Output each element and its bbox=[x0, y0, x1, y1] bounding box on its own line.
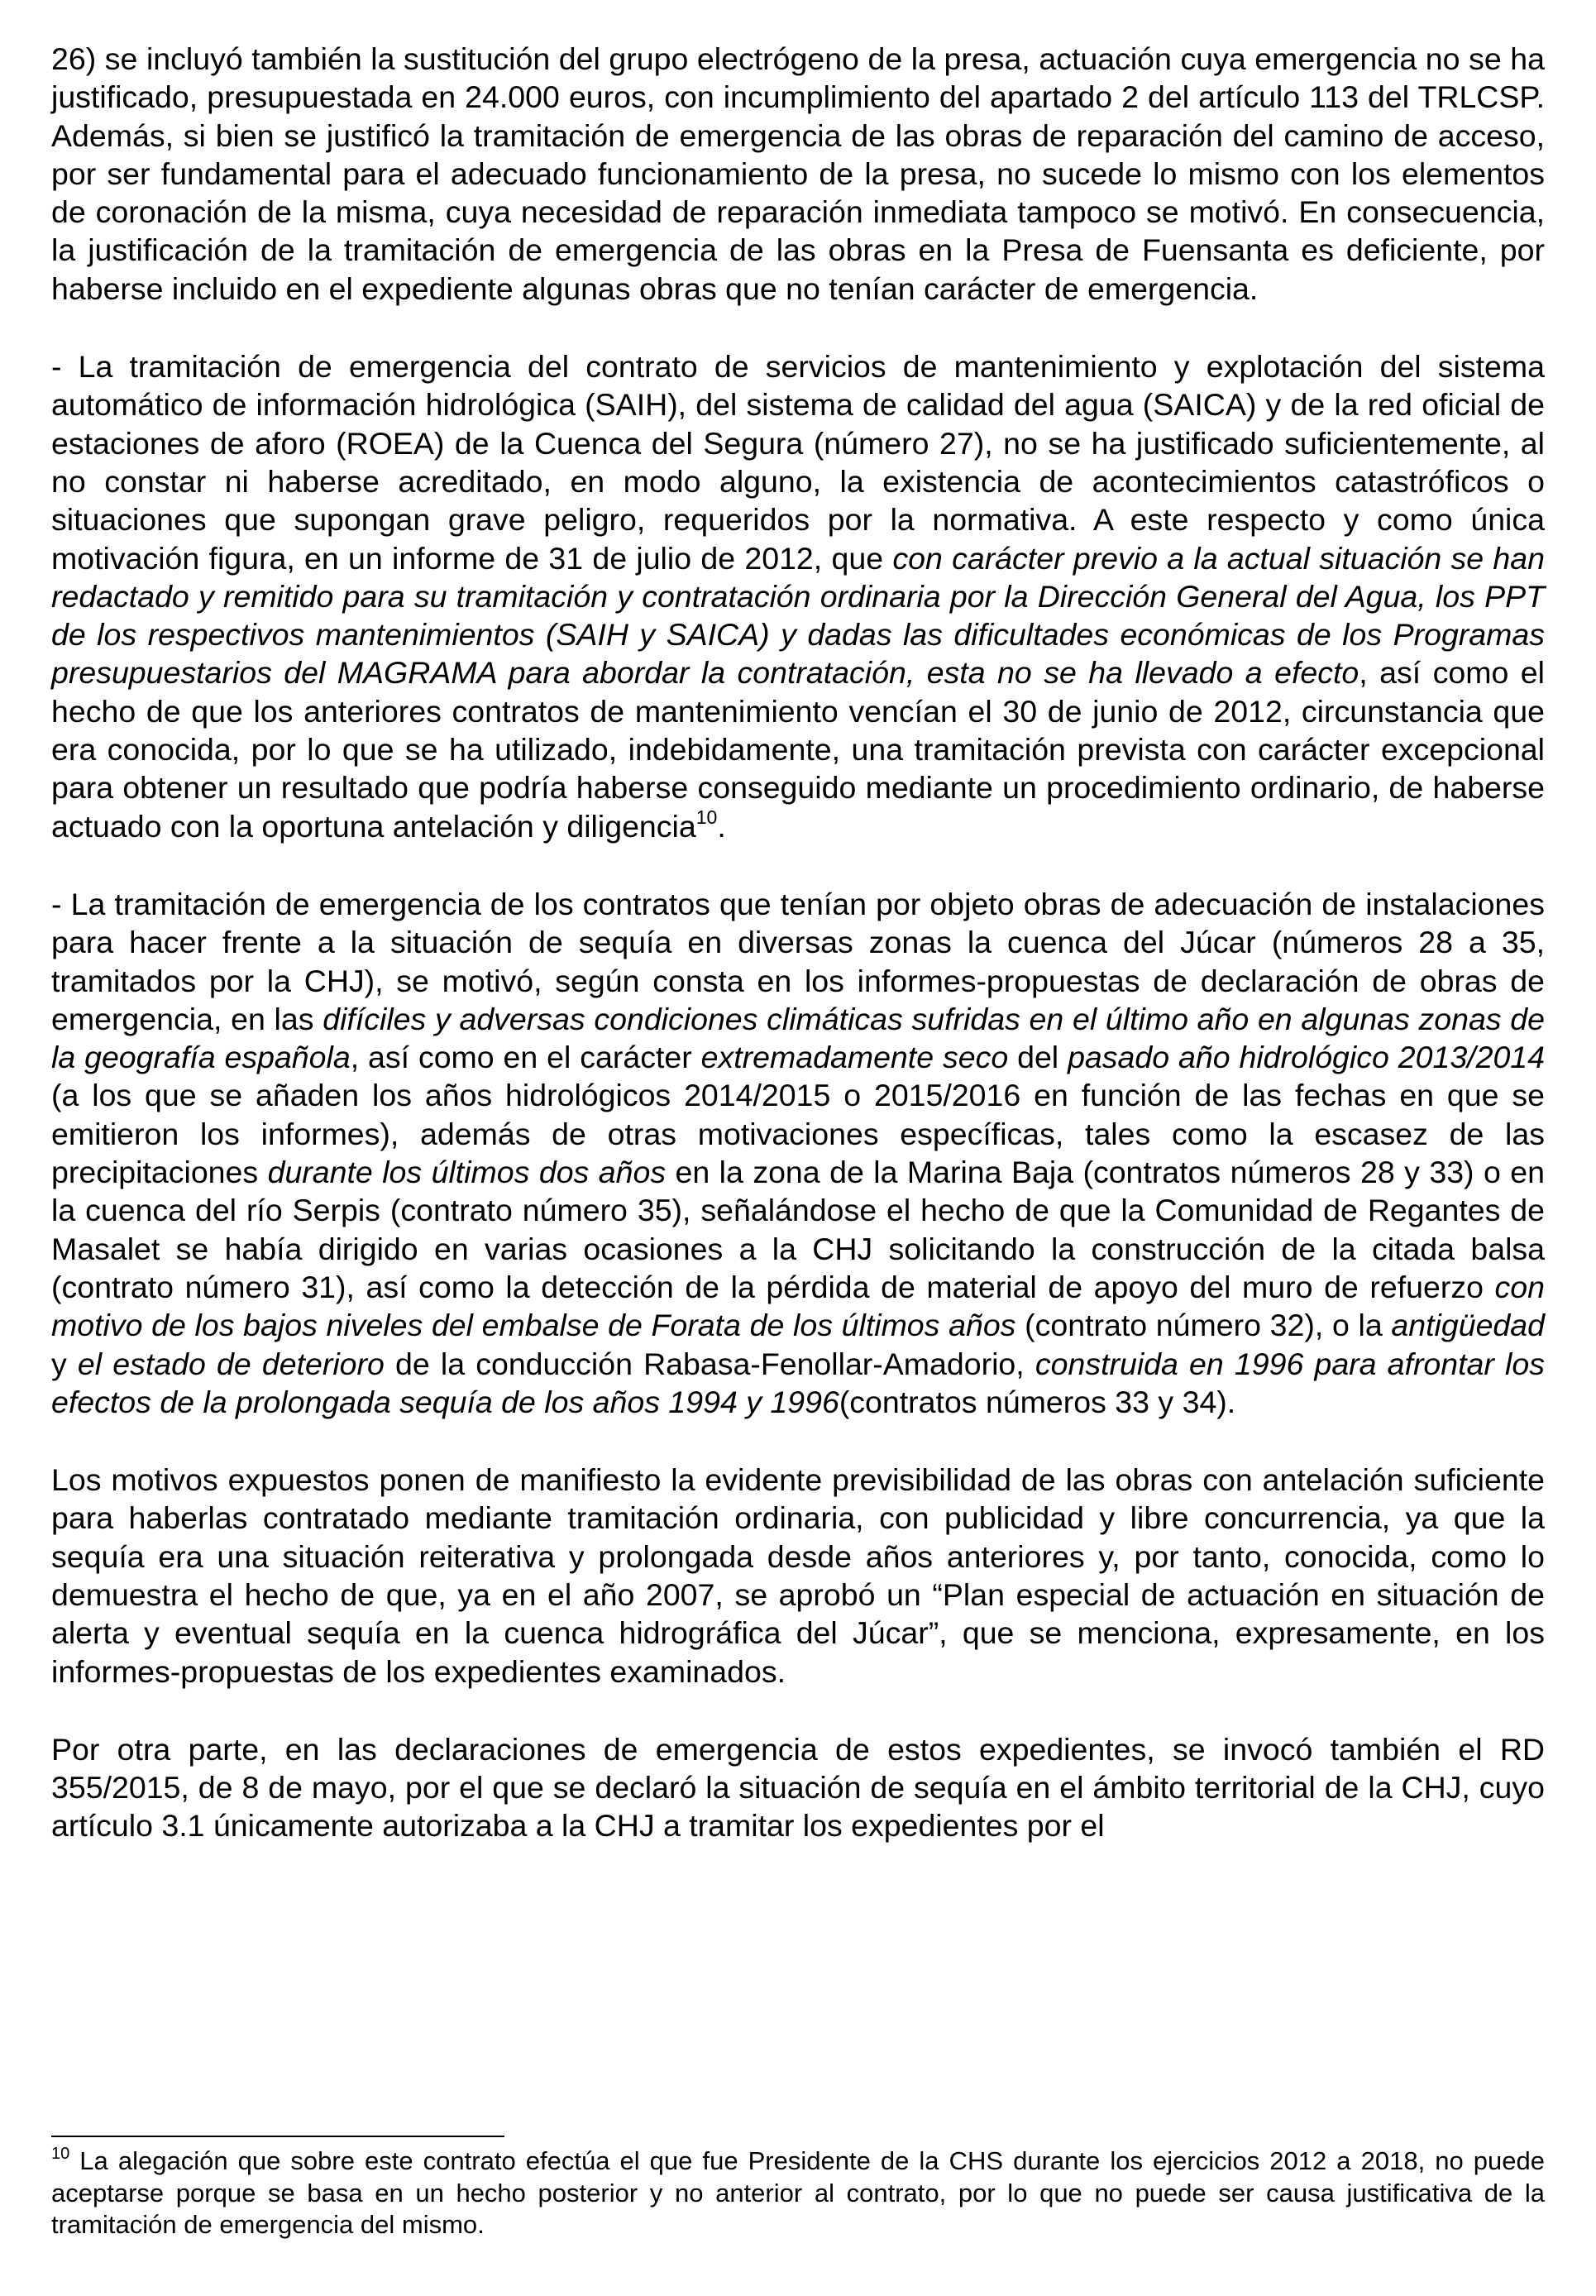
footnote-reference: 10 bbox=[695, 806, 718, 829]
paragraph-1 bbox=[51, 40, 1545, 308]
text-run: en la zona de la Marina Baja (contratos números 28 y 33) o en la cuenca del río Serpis (contrato número 35), señalándose el hecho de que la Comunidad de Regantes de Masalet se había dirigido en varias ocasiones a la CHJ solicitando la construcción de la citada balsa (contrato número 31), así como la detección de la pérdida de material de apoyo del muro de refuerzo bbox=[51, 1155, 1545, 1304]
text-run: - La tramitación de emergencia de los contratos que tenían por objeto obras de adecuación de instalaciones para hacer frente a la situación de sequía en diversas zonas la cuenca del Júcar (números 28 a 35, tramitados por la CHJ), se motivó, según consta en los informes-propuestas de declaración de obras de emergencia, en las bbox=[51, 886, 1545, 1036]
paragraph-3 bbox=[51, 885, 1545, 1421]
footnote-text: La alegación que sobre este contrato efectúa el que fue Presidente de la CHS durante los ejercicios 2012 a 2018, no puede aceptarse porque se basa en un hecho posterior y no anterior al contrato, por lo que no puede ser causa justificativa de la tramitación de emergencia del mismo. bbox=[51, 2146, 1545, 2239]
footnote-separator bbox=[51, 2136, 504, 2137]
text-run: (contrato número 32), o la bbox=[1015, 1308, 1392, 1343]
italic-text: antigüedad bbox=[1391, 1308, 1546, 1343]
paragraph-2 bbox=[51, 347, 1545, 845]
italic-text: difíciles y adversas condiciones climáticas sufridas en el último año en algunas zonas de la geografía española bbox=[51, 1001, 1545, 1075]
paragraph-5 bbox=[51, 1730, 1545, 1845]
text-run: del bbox=[1008, 1040, 1068, 1075]
text-run: Por otra parte, en las declaraciones de emergencia de estos expedientes, se invocó también el RD 355/2015, de 8 de mayo, por el que se declaró la situación de sequía en el ámbito territorial de la CHJ, cuyo artículo 3.1 únicamente autorizaba a la CHJ a tramitar los expedientes por el bbox=[51, 1731, 1545, 1844]
text-run: , así como el hecho de que los anteriores contratos de mantenimiento vencían el 30 de junio de 2012, circunstancia que era conocida, por lo que se ha utilizado, indebidamente, una tramitación prevista con carácter excepcional para obtener un resultado que podría haberse conseguido mediante un procedimiento ordinario, de haberse actuado con la oportuna antelación y diligencia bbox=[51, 655, 1545, 844]
footnote bbox=[51, 2145, 1545, 2241]
text-run: - La tramitación de emergencia del contrato de servicios de mantenimiento y explotación del sistema automático de información hidrológica (SAIH), del sistema de calidad del agua (SAICA) y de la red oficial de estaciones de aforo (ROEA) de la Cuenca del Segura (número 27), no se ha justificado suficientemente, al no constar ni haberse acreditado, en modo alguno, la existencia de acontecimientos catastróficos o situaciones que supongan grave peligro, requeridos por la normativa. A este respecto y como única motivación figura, en un informe de 31 de julio de 2012, que bbox=[51, 349, 1545, 576]
text-run: , así como en el carácter bbox=[350, 1040, 701, 1075]
text-run: Los motivos expuestos ponen de manifiesto la evidente previsibilidad de las obras con antelación suficiente para haberlas contratado mediante tramitación ordinaria, con publicidad y libre concurrencia, ya que la sequía era una situación reiterativa y prolongada desde años anteriores y, por tanto, conocida, como lo demuestra el hecho de que, ya en el año 2007, se aprobó un “Plan especial de actuación en situación de alerta y eventual sequía en la cuenca hidrográfica del Júcar”, que se menciona, expresamente, en los informes-propuestas de los expedientes examinados. bbox=[51, 1462, 1545, 1689]
italic-text: el estado de deterioro bbox=[77, 1346, 385, 1381]
text-run: (a los que se añaden los años hidrológicos 2014/2015 o 2015/2016 en función de las fechas en que se emitieron los informes), además de otras motivaciones específicas, tales como la escasez de las precipitaciones bbox=[51, 1078, 1545, 1190]
text-run: (contratos números 33 y 34). bbox=[839, 1384, 1236, 1419]
text-run: 26) se incluyó también la sustitución del grupo electrógeno de la presa, actuación cuya emergencia no se ha justificado, presupuestada en 24.000 euros, con incumplimiento del apartado 2 del artículo 113 del TRLCSP. Además, si bien se justificó la tramitación de emergencia de las obras de reparación del camino de acceso, por ser fundamental para el adecuado funcionamiento de la presa, no sucede lo mismo con los elementos de coronación de la misma, cuya necesidad de reparación inmediata tampoco se motivó. En consecuencia, la justificación de la tramitación de emergencia de las obras en la Presa de Fuensanta es deficiente, por haberse incluido en el expediente algunas obras que no tenían carácter de emergencia. bbox=[51, 41, 1545, 306]
italic-text: pasado año hidrológico 2013/2014 bbox=[1068, 1040, 1546, 1075]
italic-text: con motivo de los bajos niveles del embalse de Forata de los últimos años bbox=[51, 1269, 1545, 1343]
text-run: y bbox=[51, 1346, 78, 1381]
text-run: . bbox=[717, 808, 726, 844]
italic-text: construida en 1996 para afrontar los efectos de la prolongada sequía de los años 1994 y 1996 bbox=[51, 1346, 1545, 1419]
footnote-number: 10 bbox=[51, 2144, 70, 2163]
paragraph-4 bbox=[51, 1461, 1545, 1691]
italic-text: con carácter previo a la actual situación se han redactado y remitido para su tramitación y contratación ordinaria por la Dirección General del Agua, los PPT de los respectivos mantenimientos (SAIH y SAICA) y dadas las dificultades económicas de los Programas presupuestarios del MAGRAMA para abordar la contratación, esta no se ha llevado a efecto bbox=[51, 540, 1545, 691]
text-run: de la conducción Rabasa-Fenollar-Amadorio, bbox=[384, 1346, 1035, 1381]
document-body bbox=[51, 40, 1545, 1845]
italic-text: durante los últimos dos años bbox=[267, 1155, 667, 1190]
italic-text: extremadamente seco bbox=[700, 1040, 1009, 1075]
